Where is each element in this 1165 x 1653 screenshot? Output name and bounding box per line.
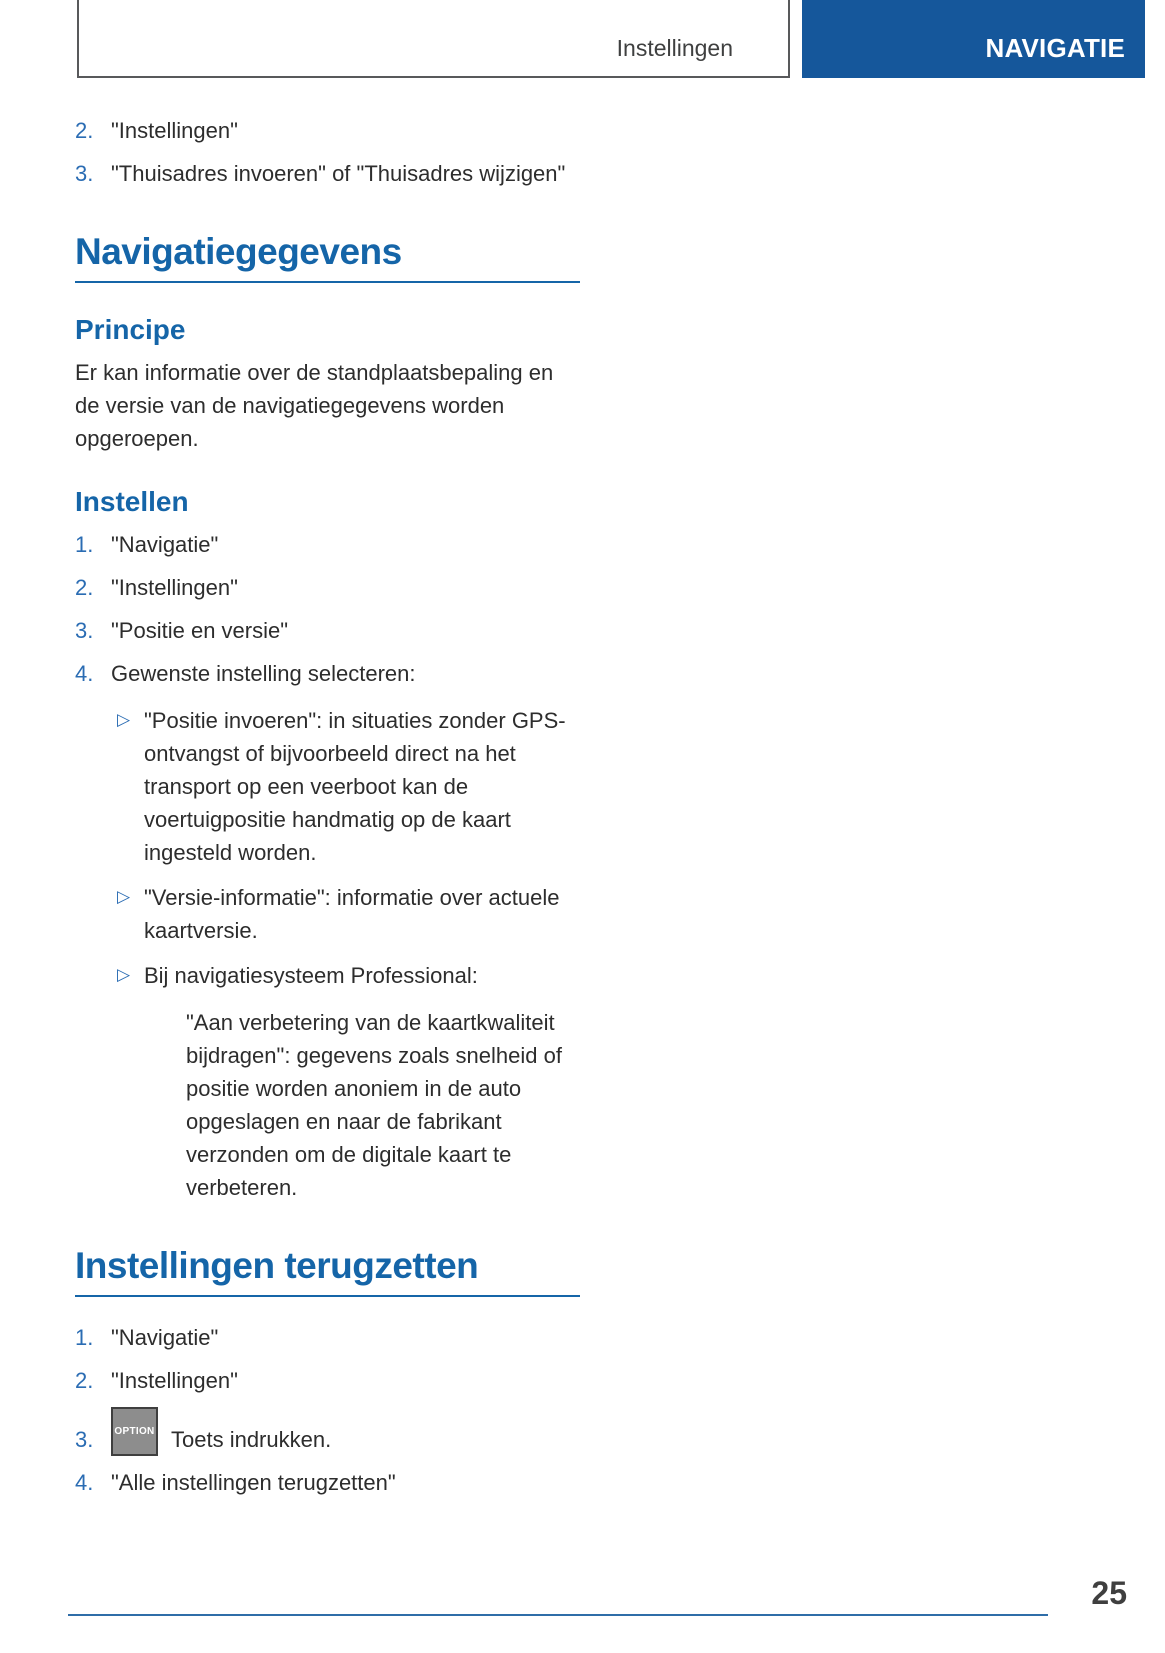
- step-text: Toets indrukken.: [171, 1427, 332, 1452]
- step-text: Gewenste instelling selecteren:: [111, 661, 416, 686]
- list-item: [75, 157, 580, 190]
- option-item: [117, 959, 580, 992]
- step-text: "Thuisadres invoeren" of "Thuisadres wijzigen": [111, 161, 566, 186]
- step-number: 3.: [75, 1427, 94, 1452]
- list-item: [75, 1321, 580, 1354]
- list-item: [75, 657, 580, 690]
- option-key-icon: OPTION: [111, 1407, 158, 1456]
- option-text: Bij navigatiesysteem Professional:: [144, 963, 478, 988]
- step-number: 4.: [75, 1470, 94, 1495]
- step-text: "Navigatie": [111, 1325, 219, 1350]
- step-text: "Positie en versie": [111, 618, 289, 643]
- step-number: 4.: [75, 661, 94, 686]
- subsection-title-principe: Principe: [75, 314, 186, 345]
- paragraph-principe: Er kan informatie over de standplaatsbepaling en de versie van de navigatiegegevens worden opgeroepen.: [75, 360, 554, 451]
- step-number: 2.: [75, 1368, 94, 1393]
- step-number: 3.: [75, 618, 94, 643]
- step-number: 1.: [75, 1325, 94, 1350]
- triangle-right-icon: ▷: [117, 887, 131, 906]
- header-section-box: [77, 0, 790, 78]
- list-item: [75, 614, 580, 647]
- step-text: "Alle instellingen terugzetten": [111, 1470, 396, 1495]
- triangle-right-icon: ▷: [117, 710, 131, 729]
- header-chapter-tab: [802, 0, 1145, 78]
- continued-step-list: [75, 114, 580, 190]
- header-chapter-label: NAVIGATIE: [985, 33, 1125, 63]
- step-text: "Instellingen": [111, 575, 238, 600]
- header-section-title: Instellingen: [616, 35, 733, 61]
- step-number: 1.: [75, 532, 94, 557]
- step-number: 3.: [75, 161, 94, 186]
- section-title-navigatiegegevens: Navigatiegegevens: [75, 232, 580, 283]
- subsection-title-instellen: Instellen: [75, 486, 189, 517]
- step-text: "Navigatie": [111, 532, 219, 557]
- option-text: "Versie-informatie": informatie over actuele kaartversie.: [144, 885, 560, 943]
- instellen-step-list: [75, 528, 580, 690]
- content-column: [75, 114, 580, 1509]
- list-item: [75, 571, 580, 604]
- page-number: 25: [1091, 1575, 1127, 1611]
- list-item: [75, 1466, 580, 1499]
- option-sublist: [117, 704, 580, 1204]
- section-title-instellingen-terugzetten: Instellingen terugzetten: [75, 1246, 580, 1297]
- step-text: "Instellingen": [111, 1368, 238, 1393]
- option-item: [117, 881, 580, 947]
- list-item: [75, 1364, 580, 1397]
- option-text: "Positie invoeren": in situaties zonder GPS-ontvangst of bijvoorbeeld direct na het transport op een veerboot kan de voertuigpositie handmatig op de kaart ingesteld worden.: [144, 708, 566, 865]
- footer-rule: [68, 1614, 1048, 1616]
- reset-step-list: [75, 1321, 580, 1499]
- step-text: "Instellingen": [111, 118, 238, 143]
- step-number: 2.: [75, 118, 94, 143]
- option-note-text: "Aan verbetering van de kaartkwaliteit bijdragen": gegevens zoals snelheid of positie worden anoniem in de auto opgeslagen en naar de fabrikant verzonden om de digitale kaart te verbeteren.: [186, 1010, 562, 1200]
- step-number: 2.: [75, 575, 94, 600]
- list-item: [75, 528, 580, 561]
- list-item: [75, 114, 580, 147]
- list-item: [75, 1407, 580, 1456]
- option-item: [117, 704, 580, 869]
- triangle-right-icon: ▷: [117, 965, 131, 984]
